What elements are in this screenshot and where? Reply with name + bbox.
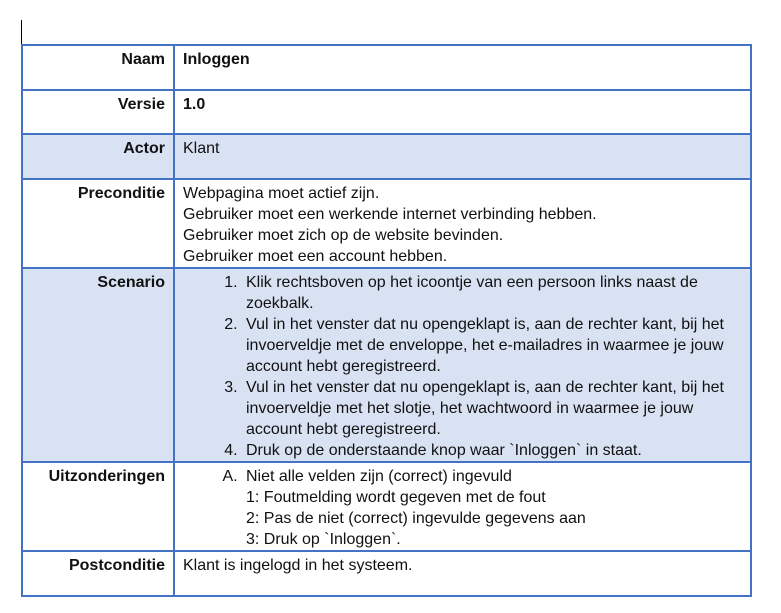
value-naam: Inloggen <box>174 45 751 90</box>
scenario-step: 1. Klik rechtsboven op het icoontje van een persoon links naast de zoekbalk. <box>242 272 742 314</box>
row-actor <box>22 134 751 179</box>
exception-substep: 3: Druk op `Inloggen`. <box>246 531 401 548</box>
precondition-line: Gebruiker moet zich op de website bevinden. <box>183 227 504 244</box>
value-scenario <box>174 268 751 462</box>
label-actor: Actor <box>22 134 174 179</box>
label-scenario: Scenario <box>22 268 174 462</box>
value-preconditie <box>174 179 751 268</box>
scenario-steps <box>183 272 742 461</box>
row-scenario <box>22 268 751 462</box>
label-versie: Versie <box>22 90 174 134</box>
exception-substep: 1: Foutmelding wordt gegeven met de fout <box>246 489 546 506</box>
row-preconditie <box>22 179 751 268</box>
label-uitzonderingen: Uitzonderingen <box>22 462 174 551</box>
text-cursor <box>21 20 22 45</box>
value-uitzonderingen <box>174 462 751 551</box>
precondition-line: Gebruiker moet een account hebben. <box>183 248 448 265</box>
label-preconditie: Preconditie <box>22 179 174 268</box>
row-uitzonderingen <box>22 462 751 551</box>
label-postconditie: Postconditie <box>22 551 174 596</box>
use-case-table <box>21 44 752 597</box>
value-postconditie: Klant is ingelogd in het systeem. <box>174 551 751 596</box>
exception-substep: 2: Pas de niet (correct) ingevulde gegevens aan <box>246 510 586 527</box>
scenario-step: 4. Druk op de onderstaande knop waar `Inloggen` in staat. <box>242 440 742 461</box>
row-naam <box>22 45 751 90</box>
precondition-line: Webpagina moet actief zijn. <box>183 185 380 202</box>
precondition-line: Gebruiker moet een werkende internet verbinding hebben. <box>183 206 597 223</box>
label-naam: Naam <box>22 45 174 90</box>
exception-title: Niet alle velden zijn (correct) ingevuld <box>246 468 512 485</box>
row-versie <box>22 90 751 134</box>
value-actor: Klant <box>174 134 751 179</box>
value-versie: 1.0 <box>174 90 751 134</box>
exception-item <box>242 466 742 550</box>
scenario-step: 3. Vul in het venster dat nu opengeklapt is, aan de rechter kant, bij het invoerveldje met het slotje, het wachtwoord in waarmee je jouw account hebt geregistreerd. <box>242 377 742 440</box>
row-postconditie <box>22 551 751 596</box>
scenario-step: 2. Vul in het venster dat nu opengeklapt is, aan de rechter kant, bij het invoerveldje met de enveloppe, het e-mailadres in waarmee je jouw account hebt geregistreerd. <box>242 314 742 377</box>
exceptions-list <box>183 466 742 550</box>
